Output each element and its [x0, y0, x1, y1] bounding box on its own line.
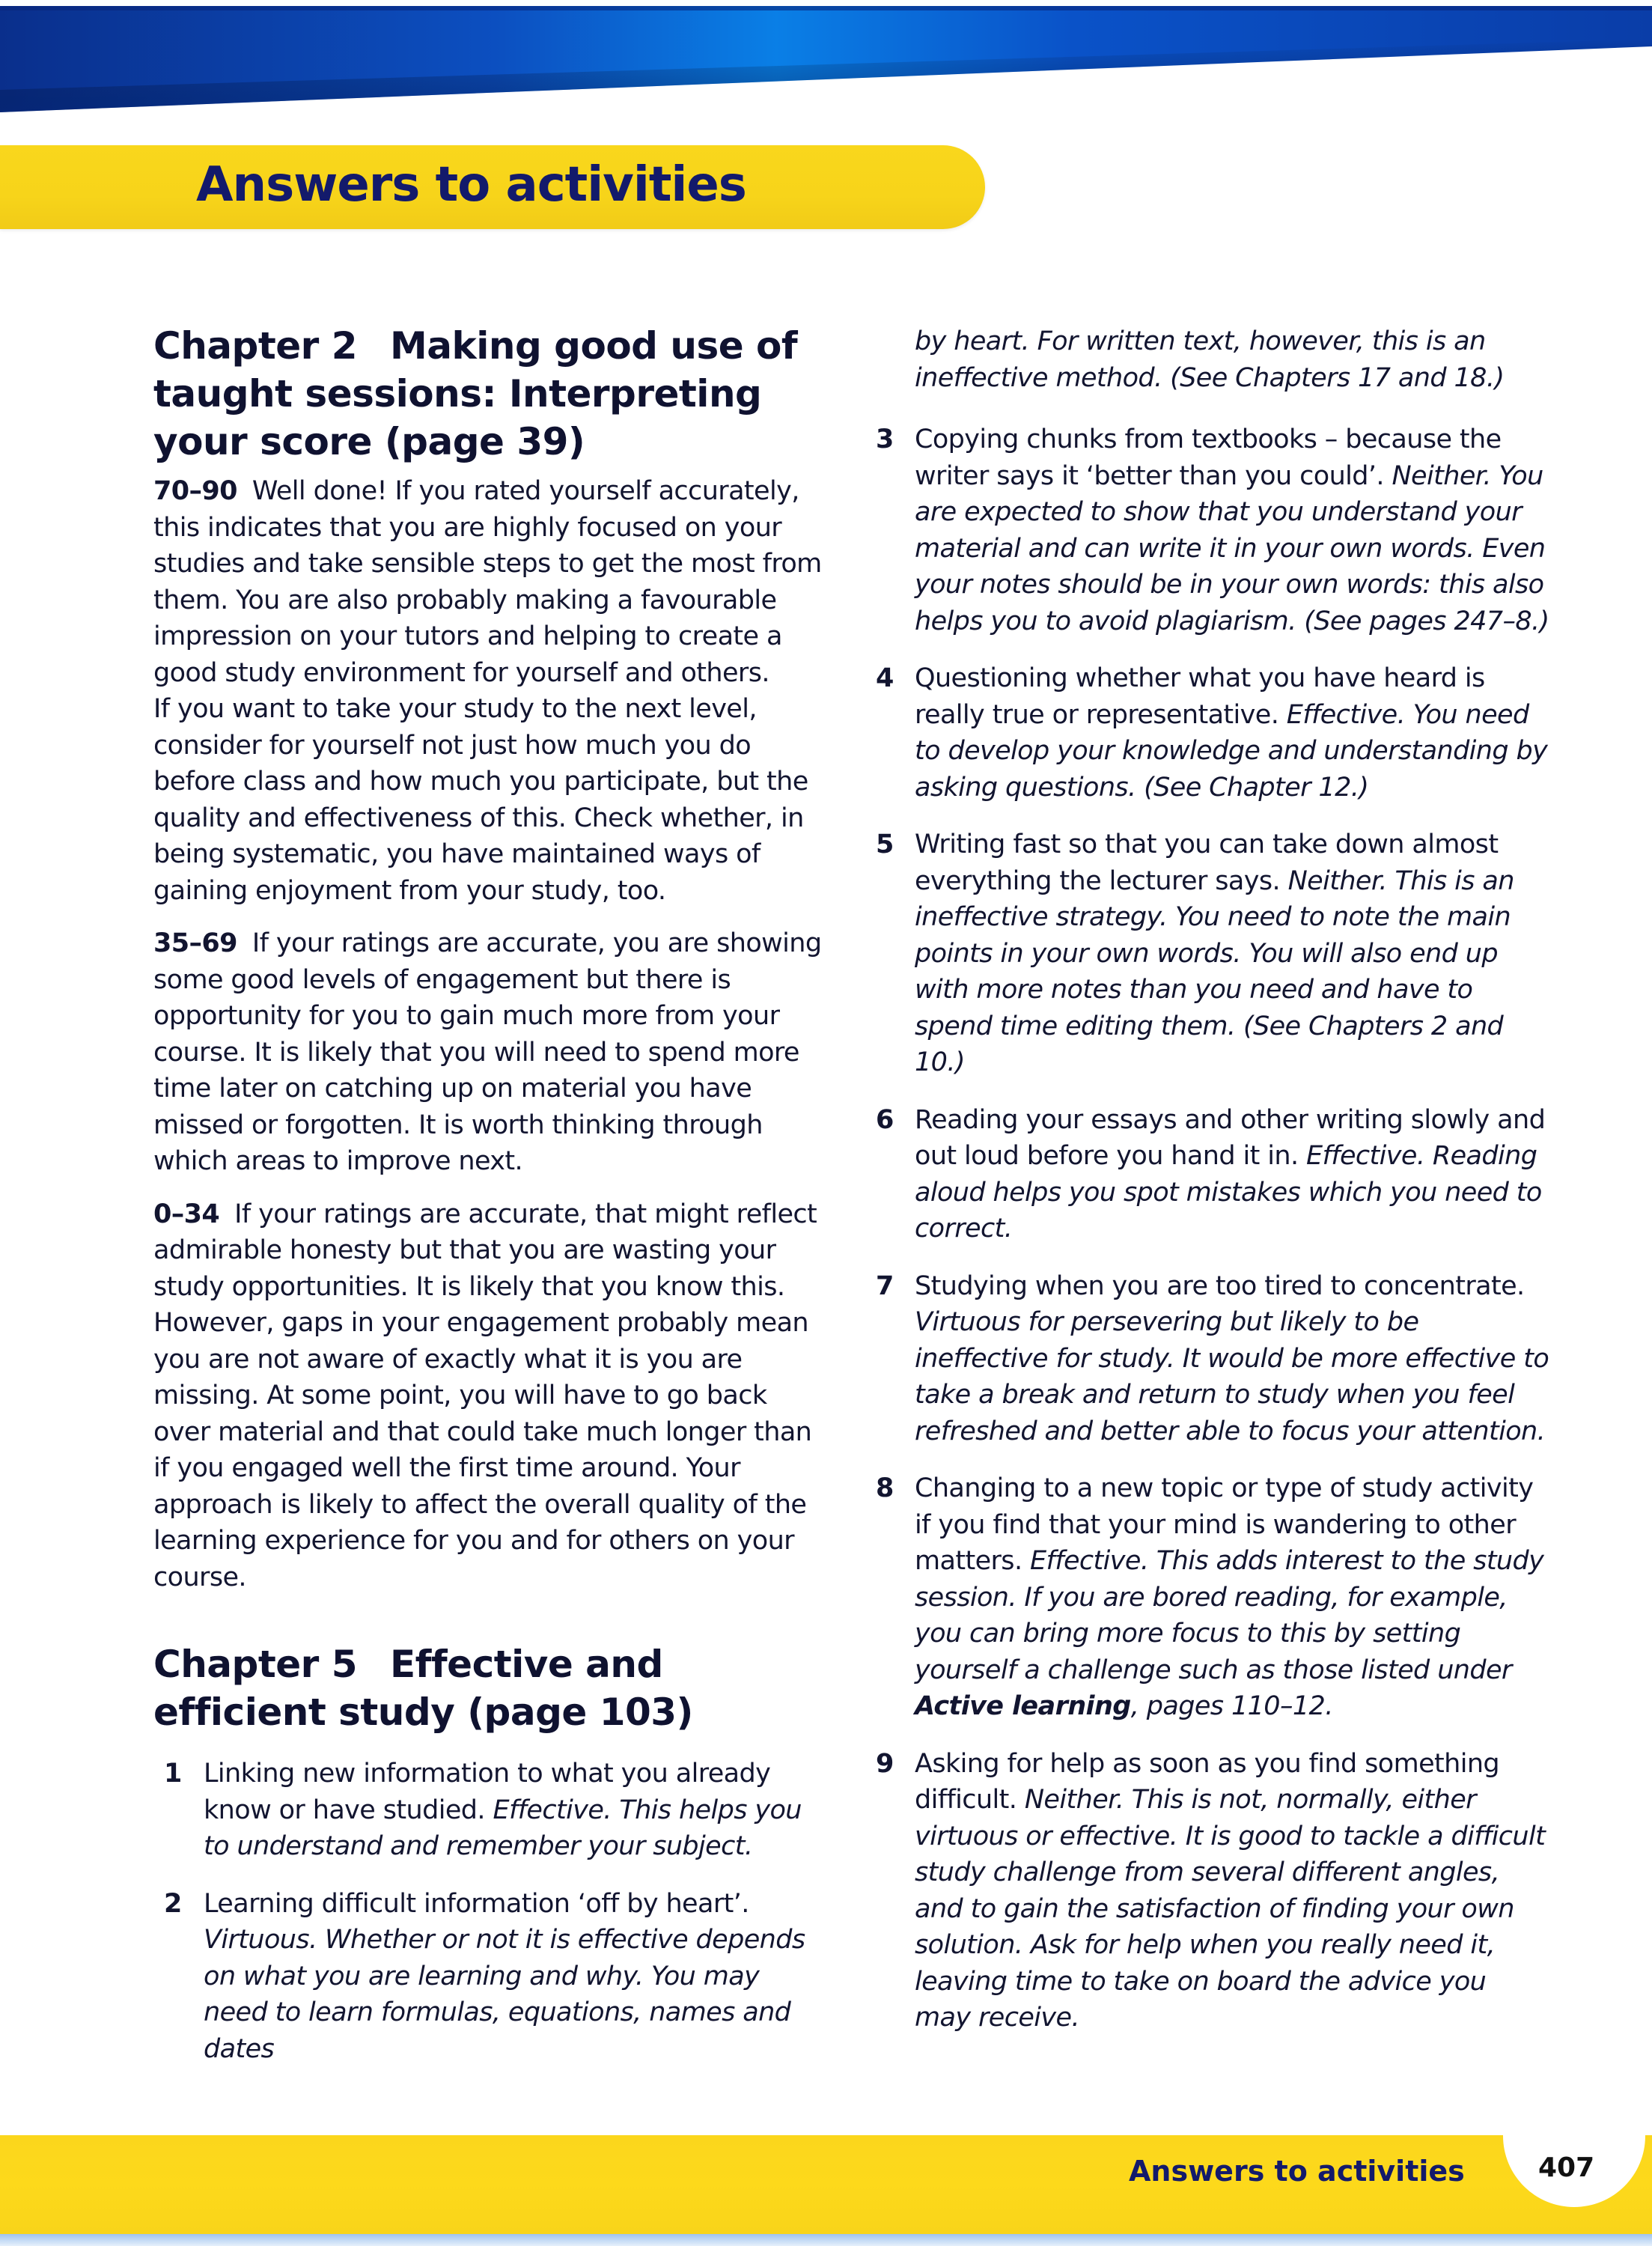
- answer-item-2: [153, 1886, 827, 2068]
- score-range: 0–34: [153, 1199, 220, 1229]
- answer-number: 9: [876, 1748, 894, 1779]
- page-number: 407: [1538, 2152, 1595, 2183]
- left-column: [153, 322, 827, 2088]
- answer-item-7: [872, 1268, 1549, 1450]
- score-70-90-extra: If you want to take your study to the next level, consider for yourself not just how much you do before class and how much you participate, but the quality and effectiveness of this. Check whether, in being systematic, you have maintained ways of gaining enjoyment from your study, too.: [153, 694, 808, 906]
- answer-verdict: Neither. You are expected to show that you understand your material and can write it in your own words. Even your notes should be in your own words: this also helps you to avoid plagiarism. (See pages 247–8.): [915, 460, 1549, 636]
- score-text: Well done! If you rated yourself accurately, this indicates that you are highly focused on your studies and take sensible steps to get the most from them. You are also probably making a favourable impression on your tutors and helping to create a good study environment for yourself and others.: [153, 476, 822, 688]
- answer-number: 2: [164, 1888, 182, 1919]
- header-band-graphic: [0, 0, 1652, 120]
- answer-verdict-tail: , pages 110–12.: [1130, 1691, 1333, 1721]
- chapter-5-label: Chapter 5: [153, 1643, 357, 1686]
- score-70-90: [153, 473, 827, 691]
- answer-prompt: Reading your essays and other writing slowly and out loud before you hand it in.: [915, 1104, 1546, 1171]
- chapter-2-title: Making good use of taught sessions: Interpreting your score (page 39): [153, 324, 798, 463]
- answer-prompt: Asking for help as soon as you find something difficult.: [915, 1748, 1500, 1815]
- answer-verdict: Effective. This helps you to understand and remember your subject.: [204, 1795, 802, 1861]
- header-blue-band: [0, 0, 1652, 120]
- answer-prompt: Copying chunks from textbooks – because the writer says it ‘better than you could’.: [915, 424, 1502, 491]
- answer-list-left: [153, 1756, 827, 2067]
- right-column: [872, 323, 1549, 2057]
- answer-item-3: [872, 421, 1549, 639]
- chapter-2-section: [153, 322, 827, 1595]
- chapter-5-section: [153, 1640, 827, 2067]
- score-text: If your ratings are accurate, you are showing some good levels of engagement but there is opportunity for you to gain much more from your course. It is likely that you will need to spend more time later on catching up on material you have missed or forgotten. It is worth thinking through which areas to improve next.: [153, 928, 822, 1176]
- score-text: If your ratings are accurate, that might reflect admirable honesty but that you are wasting your study opportunities. It is likely that you know this. However, gaps in your engagement probably mean you are not aware of exactly what it is you are missing. At some point, you will have to go back over material and that could take much longer than if you engaged well the first time around. Your approach is likely to affect the overall quality of the learning experience for you and for others on your course.: [153, 1199, 817, 1592]
- title-banner: [0, 145, 985, 229]
- running-footer-title: Answers to activities: [1129, 2155, 1465, 2188]
- answer-prompt: Writing fast so that you can take down almost everything the lecturer says.: [915, 830, 1499, 896]
- answer-number: 6: [876, 1104, 894, 1135]
- answer-verdict: Effective. Reading aloud helps you spot mistakes which you need to correct.: [915, 1141, 1542, 1244]
- page-title: Answers to activities: [196, 157, 746, 213]
- answer-number: 7: [876, 1270, 894, 1301]
- cross-reference-active-learning: Active learning: [915, 1691, 1131, 1721]
- footer-divider: [0, 2234, 1652, 2246]
- answer-item-9: [872, 1746, 1549, 2036]
- answer-item-8: [872, 1470, 1549, 1725]
- answer-verdict: Neither. This is an ineffective strategy. You need to note the main points in your own words. You will also end up with more notes than you need and have to spend time editing them. (See Chapters 2 and 10.): [915, 865, 1514, 1077]
- score-range: 35–69: [153, 928, 237, 958]
- answer-prompt: Questioning whether what you have heard is really true or representative.: [915, 663, 1485, 730]
- answer-number: 4: [876, 663, 894, 693]
- answer-item-5: [872, 827, 1549, 1081]
- score-0-34: [153, 1196, 827, 1596]
- chapter-5-heading: [153, 1640, 827, 1736]
- answer-prompt: Linking new information to what you already know or have studied.: [204, 1759, 771, 1825]
- chapter-5-title: Effective and efficient study (page 103): [153, 1643, 693, 1734]
- answer-item-6: [872, 1102, 1549, 1247]
- score-35-69: [153, 925, 827, 1180]
- answer-item-4: [872, 660, 1549, 806]
- answer-item-1: [153, 1756, 827, 1865]
- answer-prompt: Studying when you are too tired to concentrate.: [915, 1270, 1525, 1301]
- answer-number: 1: [164, 1759, 182, 1789]
- chapter-2-heading: [153, 322, 827, 466]
- answer-verdict: Virtuous for persevering but likely to be ineffective for study. It would be more effective to take a break and return to study when you feel refreshed and better able to focus your attention.: [915, 1307, 1549, 1446]
- answer-verdict: Effective. This adds interest to the study session. If you are bored reading, for example, you can bring more focus to this by setting yourself a challenge such as those listed under: [915, 1546, 1544, 1685]
- answer-number: 3: [876, 424, 894, 454]
- answer-verdict: Neither. This is not, normally, either virtuous or effective. It is good to tackle a difficult study challenge from several different angles, and to gain the satisfaction of finding your own solution. Ask for help when you really need it, leaving time to take on board the advice you may receive.: [915, 1785, 1546, 2033]
- answer-prompt: Changing to a new topic or type of study activity if you find that your mind is wandering to other matters.: [915, 1473, 1534, 1576]
- answer-item-2-continued: by heart. For written text, however, this is an ineffective method. (See Chapters 17 and 18.): [915, 326, 1505, 393]
- answer-list-right: [872, 421, 1549, 2036]
- answer-number: 5: [876, 830, 894, 859]
- answer-prompt: Learning difficult information ‘off by heart’.: [204, 1888, 749, 1919]
- answer-verdict: Effective. You need to develop your knowledge and understanding by asking questions. (See Chapter 12.): [915, 699, 1548, 803]
- score-range: 70–90: [153, 476, 237, 506]
- chapter-2-label: Chapter 2: [153, 324, 357, 368]
- answer-number: 8: [876, 1473, 894, 1503]
- answer-verdict: Virtuous. Whether or not it is effective depends on what you are learning and why. You may need to learn formulas, equations, names and dates: [204, 1925, 805, 2064]
